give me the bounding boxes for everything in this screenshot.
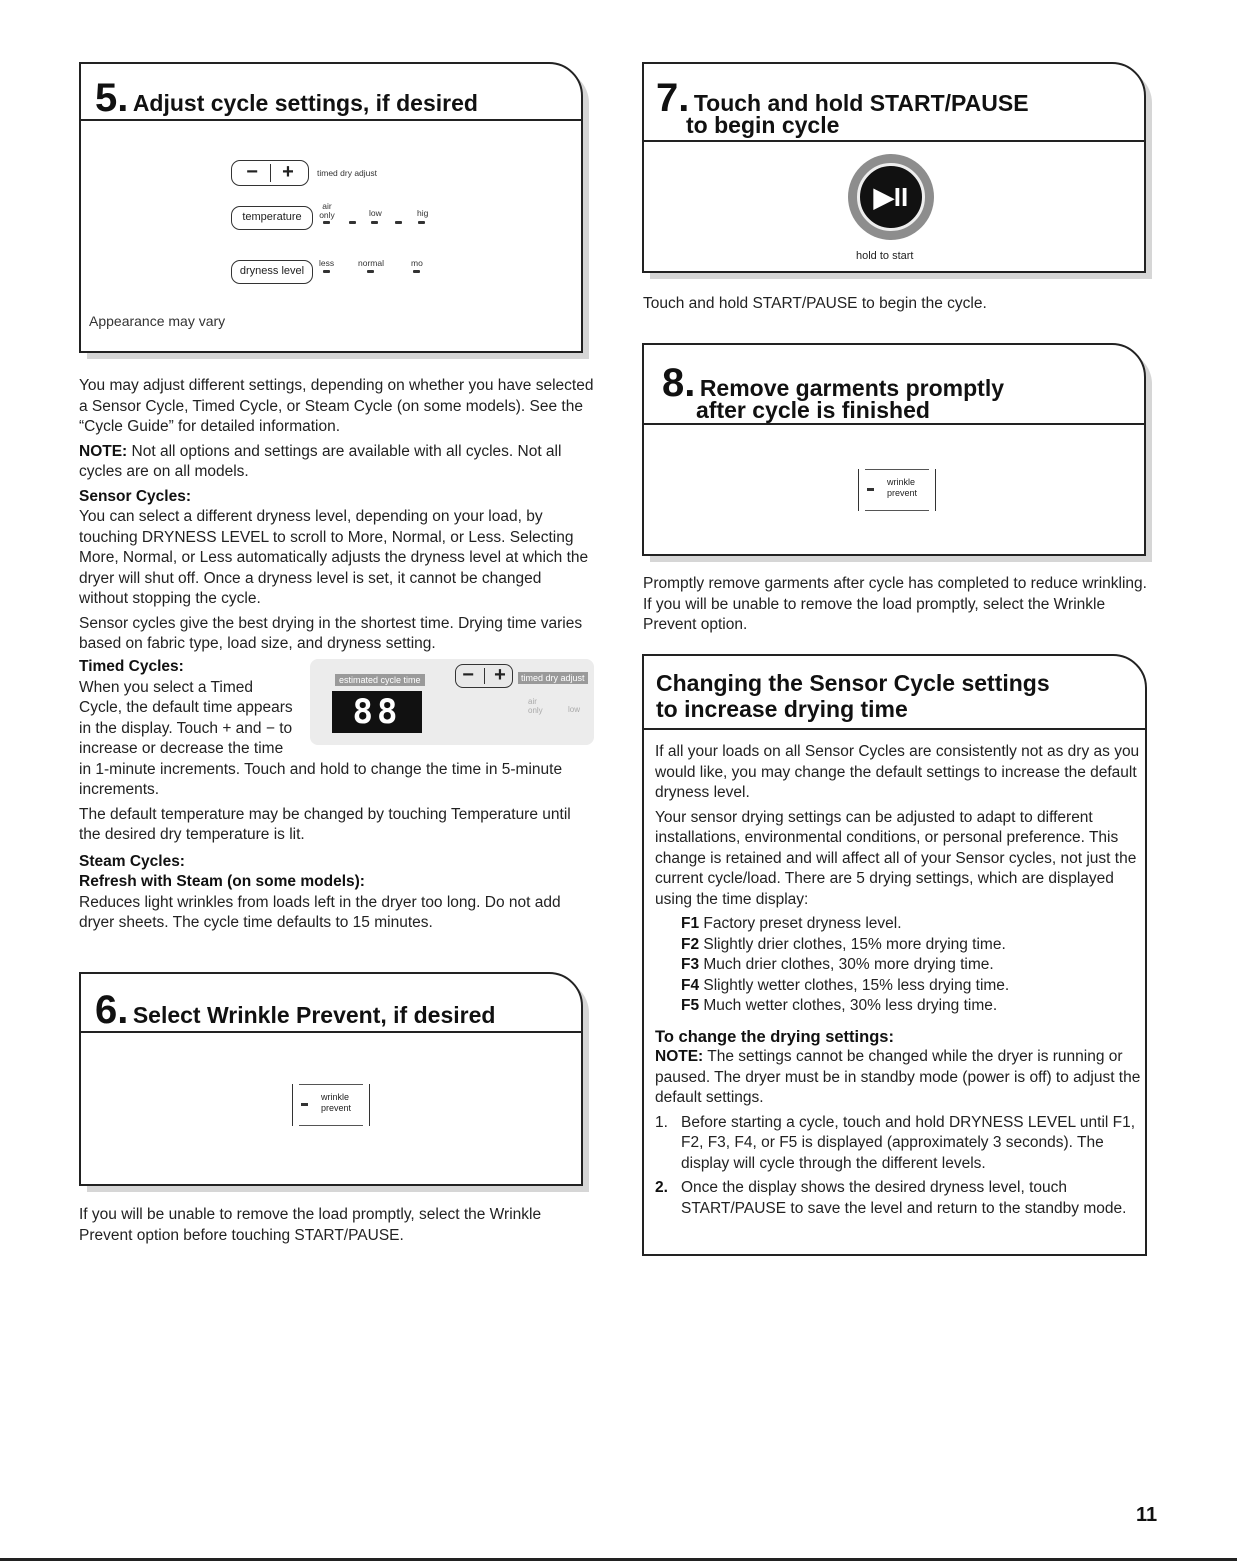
note-paragraph bbox=[79, 442, 594, 483]
low-label: low bbox=[568, 705, 581, 714]
air-only-label: air only bbox=[319, 201, 335, 220]
wrinkle-prevent-button[interactable] bbox=[292, 1084, 370, 1126]
more-label: mo bbox=[411, 258, 423, 268]
low-indicator bbox=[371, 221, 378, 224]
setting-item bbox=[681, 996, 1141, 1017]
setting-text: Factory preset dryness level. bbox=[699, 915, 902, 932]
plus-icon[interactable]: + bbox=[494, 664, 506, 686]
timed-paragraph-2: The default temperature may be changed by touching Temperature until the desired dry temperature is lit. bbox=[79, 805, 571, 843]
wrinkle-prevent-button[interactable] bbox=[858, 469, 936, 511]
step-text: Once the display shows the desired dryness level, touch START/PAUSE to save the level and return to the standby mode. bbox=[681, 1179, 1127, 1217]
less-indicator bbox=[323, 270, 330, 273]
setting-code: F1 bbox=[681, 915, 700, 932]
setting-code: F5 bbox=[681, 997, 700, 1014]
timed-dry-adjust-label: timed dry adjust bbox=[317, 168, 377, 178]
step6-title: Select Wrinkle Prevent, if desired bbox=[132, 1002, 496, 1028]
sensor-box-title-line2: to increase drying time bbox=[656, 696, 908, 722]
settings-list bbox=[655, 914, 1141, 1017]
step5-header bbox=[81, 64, 581, 121]
dryness-level-button[interactable]: dryness level bbox=[231, 260, 313, 284]
step7-header bbox=[644, 64, 1144, 142]
sensor-box-paragraph-1: If all your loads on all Sensor Cycles are consistently not as dry as you would like, you may change the default settings to increase the default dryness level. bbox=[655, 743, 1140, 801]
step5-number: 5. bbox=[95, 76, 129, 120]
estimated-cycle-time-label: estimated cycle time bbox=[335, 674, 425, 686]
indicator-dash bbox=[867, 488, 874, 491]
sensor-settings-box bbox=[642, 654, 1147, 1256]
step5-box bbox=[79, 62, 583, 353]
step6-box bbox=[79, 972, 583, 1186]
step-item bbox=[655, 1113, 1141, 1175]
step6-after-text: If you will be unable to remove the load promptly, select the Wrinkle Prevent option before touching START/PAUSE. bbox=[79, 1206, 542, 1244]
indicator-dash bbox=[301, 1103, 308, 1106]
note-text: Not all options and settings are available with all cycles. Not all cycles are on all models. bbox=[79, 442, 562, 480]
timed-text-line: When you select a Timed bbox=[79, 678, 254, 696]
play-pause-icon: ▶II bbox=[857, 163, 925, 231]
step7-title-line2: to begin cycle bbox=[686, 112, 840, 138]
setting-text: Much drier clothes, 30% more drying time. bbox=[699, 956, 994, 973]
setting-code: F4 bbox=[681, 976, 700, 994]
wrinkle-label: wrinkle bbox=[321, 1092, 350, 1102]
timed-adjust-control[interactable] bbox=[455, 664, 513, 688]
sensor-box-title-line1: Changing the Sensor Cycle settings bbox=[656, 670, 1050, 696]
plus-icon[interactable]: + bbox=[282, 161, 294, 183]
indicator-dash bbox=[349, 221, 356, 224]
sensor-heading: Sensor Cycles: bbox=[79, 487, 191, 505]
indicator-dash bbox=[395, 221, 402, 224]
step7-after-text: Touch and hold START/PAUSE to begin the cycle. bbox=[643, 295, 987, 312]
sensor-paragraph-2: Sensor cycles give the best drying in the shortest time. Drying time varies based on fabric type, load size, and dryness setting. bbox=[79, 614, 583, 652]
setting-code: F3 bbox=[681, 956, 700, 973]
page-number: 11 bbox=[1136, 1504, 1158, 1526]
setting-item bbox=[681, 976, 1141, 997]
normal-label: normal bbox=[358, 258, 384, 268]
sensor-box-header bbox=[644, 656, 1145, 730]
change-heading: To change the drying settings: bbox=[655, 1027, 894, 1046]
air-only-indicator bbox=[323, 221, 330, 224]
setting-text: Much wetter clothes, 30% less drying time. bbox=[699, 997, 998, 1014]
setting-text: Slightly drier clothes, 15% more drying time. bbox=[699, 935, 1006, 953]
prevent-label: prevent bbox=[887, 488, 918, 498]
timed-dry-adjust-control[interactable] bbox=[231, 160, 309, 186]
refresh-text: Reduces light wrinkles from loads left in the dryer too long. Do not add dryer sheets. The cycle time defaults to 15 minutes. bbox=[79, 893, 561, 931]
timed-text-line: increase or decrease the time bbox=[79, 740, 284, 757]
minus-icon[interactable]: − bbox=[246, 161, 258, 183]
step-text: Before starting a cycle, touch and hold DRYNESS LEVEL until F1, F2, F3, F4, or F5 is displayed (approximately 3 seconds). The display will cycle through the different levels. bbox=[681, 1113, 1136, 1172]
step-number: 2. bbox=[655, 1179, 668, 1196]
wrinkle-label: wrinkle bbox=[887, 477, 916, 487]
step6-number: 6. bbox=[95, 988, 129, 1032]
step-item bbox=[655, 1178, 1141, 1219]
timed-text-line: in the display. Touch + and − to bbox=[79, 719, 293, 737]
steam-heading: Steam Cycles: bbox=[79, 852, 185, 870]
setting-code: F2 bbox=[681, 935, 700, 953]
timed-text-line: Cycle, the default time appears bbox=[79, 699, 293, 716]
setting-item bbox=[681, 935, 1141, 956]
temperature-button[interactable]: temperature bbox=[231, 206, 313, 230]
refresh-heading: Refresh with Steam (on some models): bbox=[79, 873, 365, 890]
setting-text: Slightly wetter clothes, 15% less drying time. bbox=[699, 976, 1010, 994]
change-note bbox=[655, 1047, 1141, 1109]
step5-title: Adjust cycle settings, if desired bbox=[132, 90, 478, 116]
step-number: 1. bbox=[655, 1113, 668, 1131]
sensor-box-paragraph-2: Your sensor drying settings can be adjusted to adapt to different installations, environmental conditions, or personal preference. This change is retained and will affect all of your Sensor cycles, not just the current cycle/load. There are 5 drying settings, which are displayed using the time display: bbox=[655, 808, 1137, 908]
left-text-block-1 bbox=[79, 376, 594, 659]
step8-title-line1: Remove garments promptly bbox=[699, 375, 1005, 401]
sensor-paragraph-1: You can select a different dryness level, depending on your load, by touching DRYNESS LEVEL to scroll to More, Normal, or Less. Selecting More, Normal, or Less automatically adjusts the dryness level at which the dryer will shut off. Once a dryness level is set, it cannot be changed without stopping the cycle. bbox=[79, 508, 589, 607]
note-text: The settings cannot be changed while the dryer is running or paused. The dryer must be in standby mode (power is off) to adjust the default settings. bbox=[655, 1048, 1141, 1106]
intro-paragraph: You may adjust different settings, depending on whether you have selected a Sensor Cycle, Timed Cycle, or Steam Cycle (on some models). See the “Cycle Guide” for detailed information. bbox=[79, 377, 594, 435]
normal-indicator bbox=[367, 270, 374, 273]
note-label: NOTE: bbox=[79, 442, 128, 460]
setting-item bbox=[681, 914, 1141, 935]
high-label: hig bbox=[417, 208, 429, 218]
time-display: 88 bbox=[332, 691, 422, 733]
step7-box bbox=[642, 62, 1146, 273]
setting-item bbox=[681, 955, 1141, 976]
minus-icon[interactable]: − bbox=[462, 664, 474, 686]
air-only-label: air only bbox=[528, 697, 543, 715]
sensor-box-body bbox=[655, 742, 1141, 1219]
more-indicator bbox=[413, 270, 420, 273]
step6-header bbox=[81, 974, 581, 1033]
step7-title-line1: Touch and hold START/PAUSE bbox=[693, 90, 1029, 116]
step8-header bbox=[644, 345, 1144, 425]
step8-after-text: Promptly remove garments after cycle has completed to reduce wrinkling. If you will be unable to remove the load promptly, select the Wrinkle Prevent option. bbox=[643, 575, 1147, 633]
hold-to-start-label: hold to start bbox=[856, 250, 914, 262]
timed-text-line: in 1-minute increments. Touch and hold to change the time in 5-minute increments. bbox=[79, 760, 563, 798]
appearance-caption: Appearance may vary bbox=[89, 313, 226, 329]
step7-number: 7. bbox=[656, 76, 690, 120]
start-pause-button[interactable] bbox=[848, 154, 934, 240]
timed-panel-image bbox=[310, 659, 594, 745]
timed-heading: Timed Cycles: bbox=[79, 658, 184, 675]
prevent-label: prevent bbox=[321, 1103, 352, 1113]
step8-number: 8. bbox=[662, 361, 696, 405]
less-label: less bbox=[319, 258, 335, 268]
low-label: low bbox=[369, 208, 382, 218]
note-label: NOTE: bbox=[655, 1048, 704, 1065]
step8-box bbox=[642, 343, 1146, 556]
step8-title-line2: after cycle is finished bbox=[696, 397, 930, 423]
high-indicator bbox=[418, 221, 425, 224]
timed-dry-adjust-label: timed dry adjust bbox=[518, 672, 588, 684]
